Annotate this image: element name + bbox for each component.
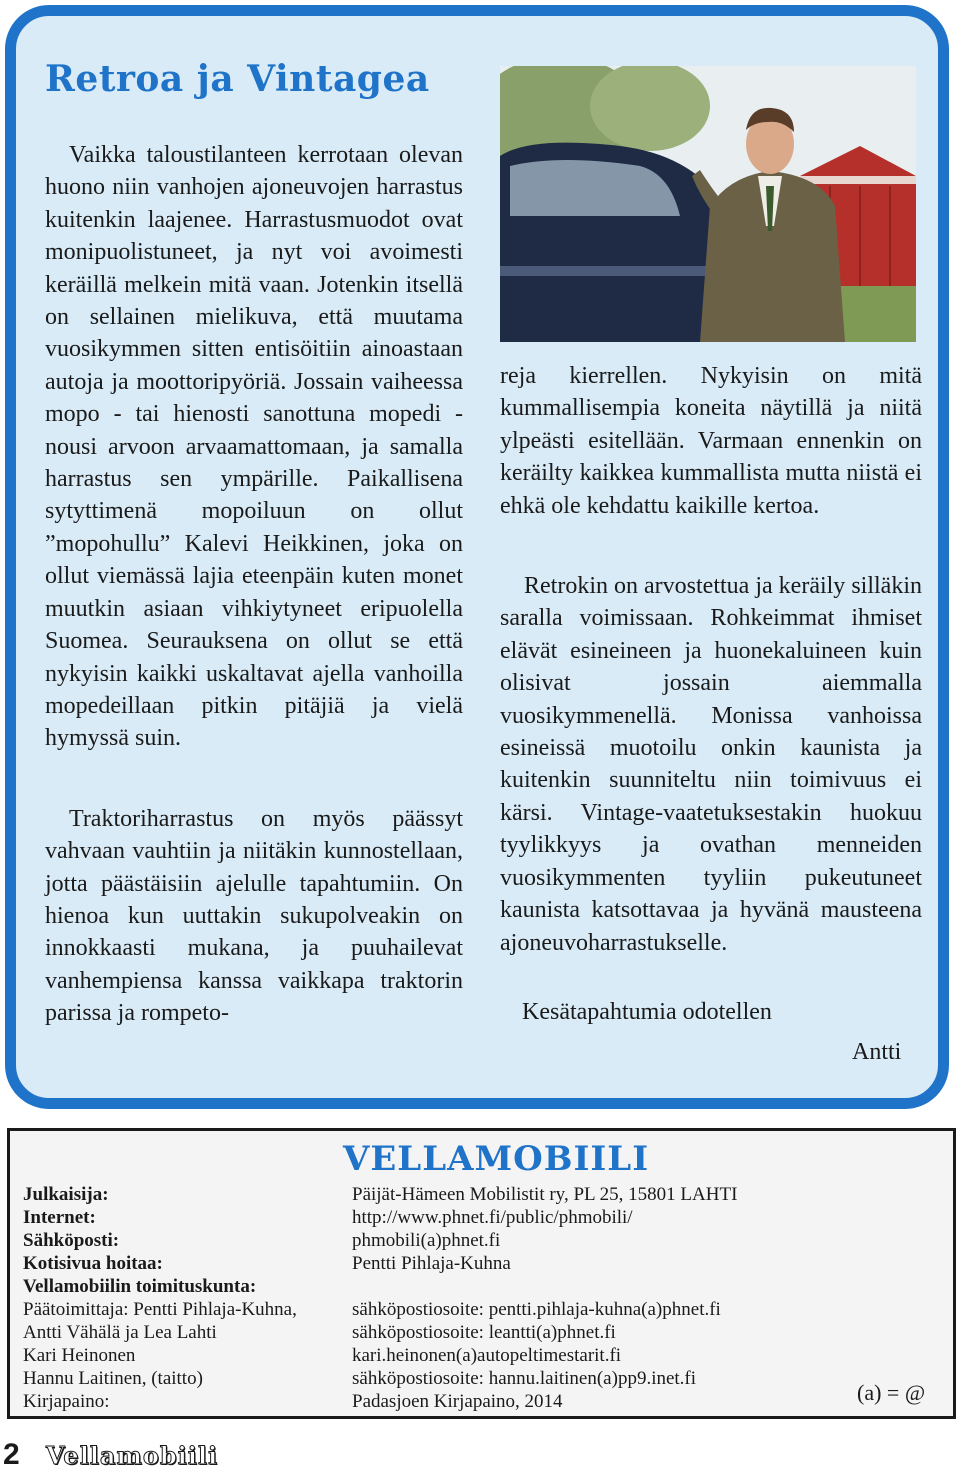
- masthead-label: Julkaisija:: [23, 1184, 109, 1205]
- page-number: 2: [3, 1438, 20, 1471]
- article-title: Retroa ja Vintagea: [45, 58, 430, 100]
- masthead-value: sähköpostiosoite: leantti(a)phnet.fi: [352, 1322, 616, 1343]
- masthead-value: sähköpostiosoite: pentti.pihlaja-kuhna(a)phnet.fi: [352, 1299, 721, 1320]
- masthead-value: kari.heinonen(a)autopeltimestarit.fi: [352, 1345, 622, 1366]
- masthead-label: Päätoimittaja: Pentti Pihlaja-Kuhna,: [23, 1299, 297, 1320]
- masthead-value: Pentti Pihlaja-Kuhna: [352, 1253, 511, 1274]
- article-paragraph: Traktoriharrastus on myös päässyt vahvaan vauhtiin ja niitäkin kunnostellaan, jotta päästäisiin ajelulle tapahtumiin. On hienoa kun uuttakin sukupolveakin on innokkaasti mukana, ja puuhailevat vanhempiensa kanssa vaikkapa traktorin parissa ja rompeto-: [45, 805, 463, 1027]
- masthead-value: Padasjoen Kirjapaino, 2014: [352, 1391, 563, 1412]
- masthead-label: Hannu Laitinen, (taitto): [23, 1368, 203, 1389]
- masthead-value: Päijät-Hämeen Mobilistit ry, PL 25, 15801 LAHTI: [352, 1184, 738, 1205]
- masthead-label: Antti Vähälä ja Lea Lahti: [23, 1322, 217, 1343]
- article-paragraph: reja kierrellen. Nykyisin on mitä kummallisempia koneita näytillä ja niitä ylpeästi esitellään. Varmaan ennenkin on keräilty kaikkea kummallista mutta niistä ei ehkä ole kehdattu kaikille kertoa.: [500, 363, 922, 519]
- at-sign-note: (a) = @: [857, 1380, 926, 1405]
- masthead-title: VELLAMOBIILI: [343, 1139, 650, 1179]
- article-signature: Antti: [852, 1039, 902, 1065]
- article-paragraph: Vaikka taloustilanteen kerrotaan olevan huono niin vanhojen ajoneuvojen harrastus kuitenkin laajenee. Harrastusmuodot ovat monipuolistuneet, ja nyt voi avoimesti keräillä melkein mitä vaan. Jotenkin itsellä on sellainen mielikuva, että muutama vuosikymmen sitten entisöitiin ainoastaan autoja ja moottoripyöriä. Jossain vaiheessa mopo - tai hienosti sanottuna mopedi - nousi arvoon arvaamattomaan, ja samalla harrastus sen ympärille. Paikallisena sytyttimenä mopoiluun on ollut ”mopohullu” Kalevi Heikkinen, joka on ollut viemässä lajia eteenpäin kuten monet muutkin asiaan vihkiytyneet eripuolella Suomea. Seurauksena on ollut se että nykyisin kaikki uskaltavat ajella vanhoilla mopedeillaan pitkin pitäjiä ja vielä hymyssä suin.: [45, 142, 463, 752]
- masthead-label: Vellamobiilin toimituskunta:: [23, 1276, 257, 1297]
- masthead-label: Sähköposti:: [23, 1230, 120, 1251]
- article-column-right: [500, 360, 922, 959]
- man-with-vintage-car-photo: [500, 66, 916, 342]
- masthead-label: Kirjapaino:: [23, 1391, 110, 1412]
- masthead-value: phmobili(a)phnet.fi: [352, 1230, 501, 1251]
- article-column-left: [45, 139, 463, 1030]
- masthead-label: Kotisivua hoitaa:: [23, 1253, 163, 1274]
- article-paragraph: Retrokin on arvostettua ja keräily silläkin saralla voimissaan. Rohkeimmat ihmiset elävät esineineen ja huonekaluineen kuin olisivat jossain aiemmalla vuosikymmenellä. Monissa vanhoissa esineissä muotoilu onkin kaunista ja kuitenkin suunniteltu niin toimivuus ei kärsi. Vintage-vaatetuksestakin huokuu tyylikkyys ja ovathan menneiden vuosikymmenten tyyliin pukeutuneet kaunista katsottavaa ja hyvänä mausteena ajoneuvoharrastukselle.: [500, 573, 922, 956]
- masthead-label: Kari Heinonen: [23, 1345, 136, 1366]
- masthead-value: sähköpostiosoite: hannu.laitinen(a)pp9.inet.fi: [352, 1368, 697, 1389]
- article-signoff: Kesätapahtumia odotellen: [522, 999, 772, 1025]
- photo-illustration: [500, 66, 916, 342]
- publication-name: Vellamobiili: [46, 1441, 219, 1470]
- masthead-value: http://www.phnet.fi/public/phmobili/: [352, 1207, 633, 1228]
- masthead-label: Internet:: [23, 1207, 96, 1228]
